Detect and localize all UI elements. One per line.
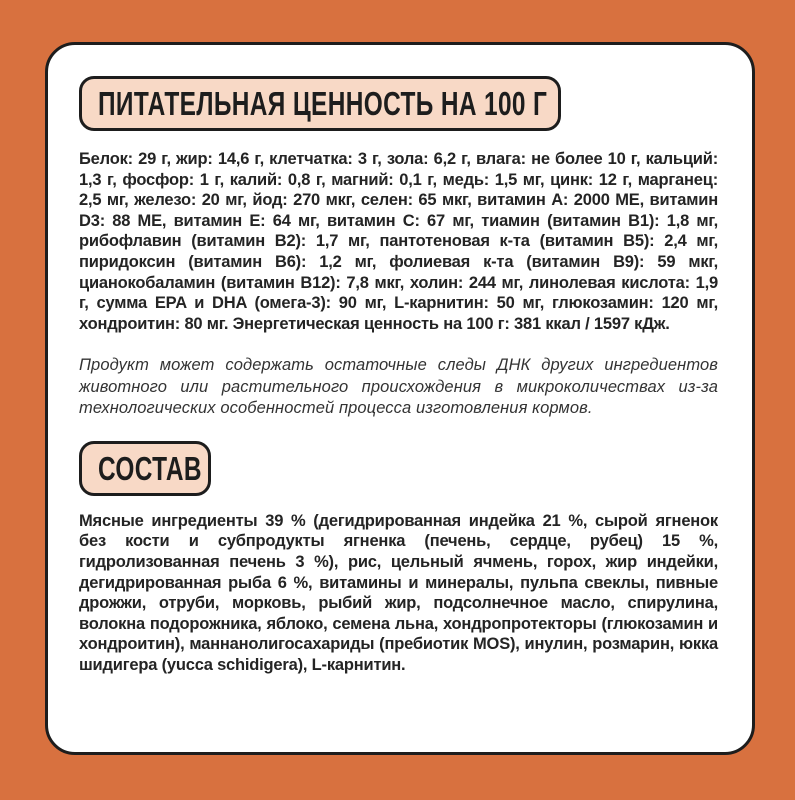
composition-text: Мясные ингредиенты 39 % (дегидрированная индейка 21 %, сырой ягненок без кости и субпродукты ягненка (печень, сердце, рубец) 15 %, гидролизованная печень 3 %), рис, цельный ячмень, горох, жир индейки, дегидрированная рыба 6 %, витамины и минералы, пульпа свеклы, пивные дрожжи, отруби, морковь, рыбий жир, подсолнечное масло, спирулина, волокна подорожника, яблоко, семена льна, хондропротекторы (глюкозамин и хондроитин), маннанолигосахариды (пребиотик MOS), инулин, розмарин, юкка шидигера (yucca schidigera), L-карнитин. [79,511,718,674]
composition-title-badge [79,441,211,496]
label-card [45,42,755,755]
nutrition-title-badge [79,76,561,131]
nutrition-values-text: Белок: 29 г, жир: 14,6 г, клетчатка: 3 г, зола: 6,2 г, влага: не более 10 г, кальций: 1,3 г, фосфор: 1 г, калий: 0,8 г, магний: 0,1 г, медь: 1,5 мг, цинк: 12 г, марганец: 2,5 мг, железо: 20 мг, йод: 270 мкг, селен: 65 мкг, витамин A: 2000 МЕ, витамин D3: 88 МЕ, витамин E: 64 мг, витамин C: 67 мг, тиамин (витамин B1): 1,8 мг, рибофлавин (витамин B2): 1,7 мг, пантотеновая к-та (витамин B5): 2,4 мг, пиридоксин (витамин B6): 1,2 мг, фолиевая к-та (витамин B9): 59 мкг, цианокобаламин (витамин B12): 7,8 мкг, холин: 244 мг, линолевая кислота: 1,9 г, сумма EPA и DHA (омега-3): 90 мг, L-карнитин: 50 мг, глюкозамин: 120 мг, хондроитин: 80 мг. Энергетическая ценность на 100 г: 381 ккал / 1597 кДж. [79,150,718,333]
dna-disclaimer-text: Продукт может содержать остаточные следы ДНК других ингредиентов животного или растительного происхождения в микроколичествах из-за технологических особенностей процесса изготовления кормов. [79,356,718,418]
nutrition-title: ПИТАТЕЛЬНАЯ ЦЕННОСТЬ НА 100 Г [98,85,548,122]
composition-title: СОСТАВ [98,449,202,487]
